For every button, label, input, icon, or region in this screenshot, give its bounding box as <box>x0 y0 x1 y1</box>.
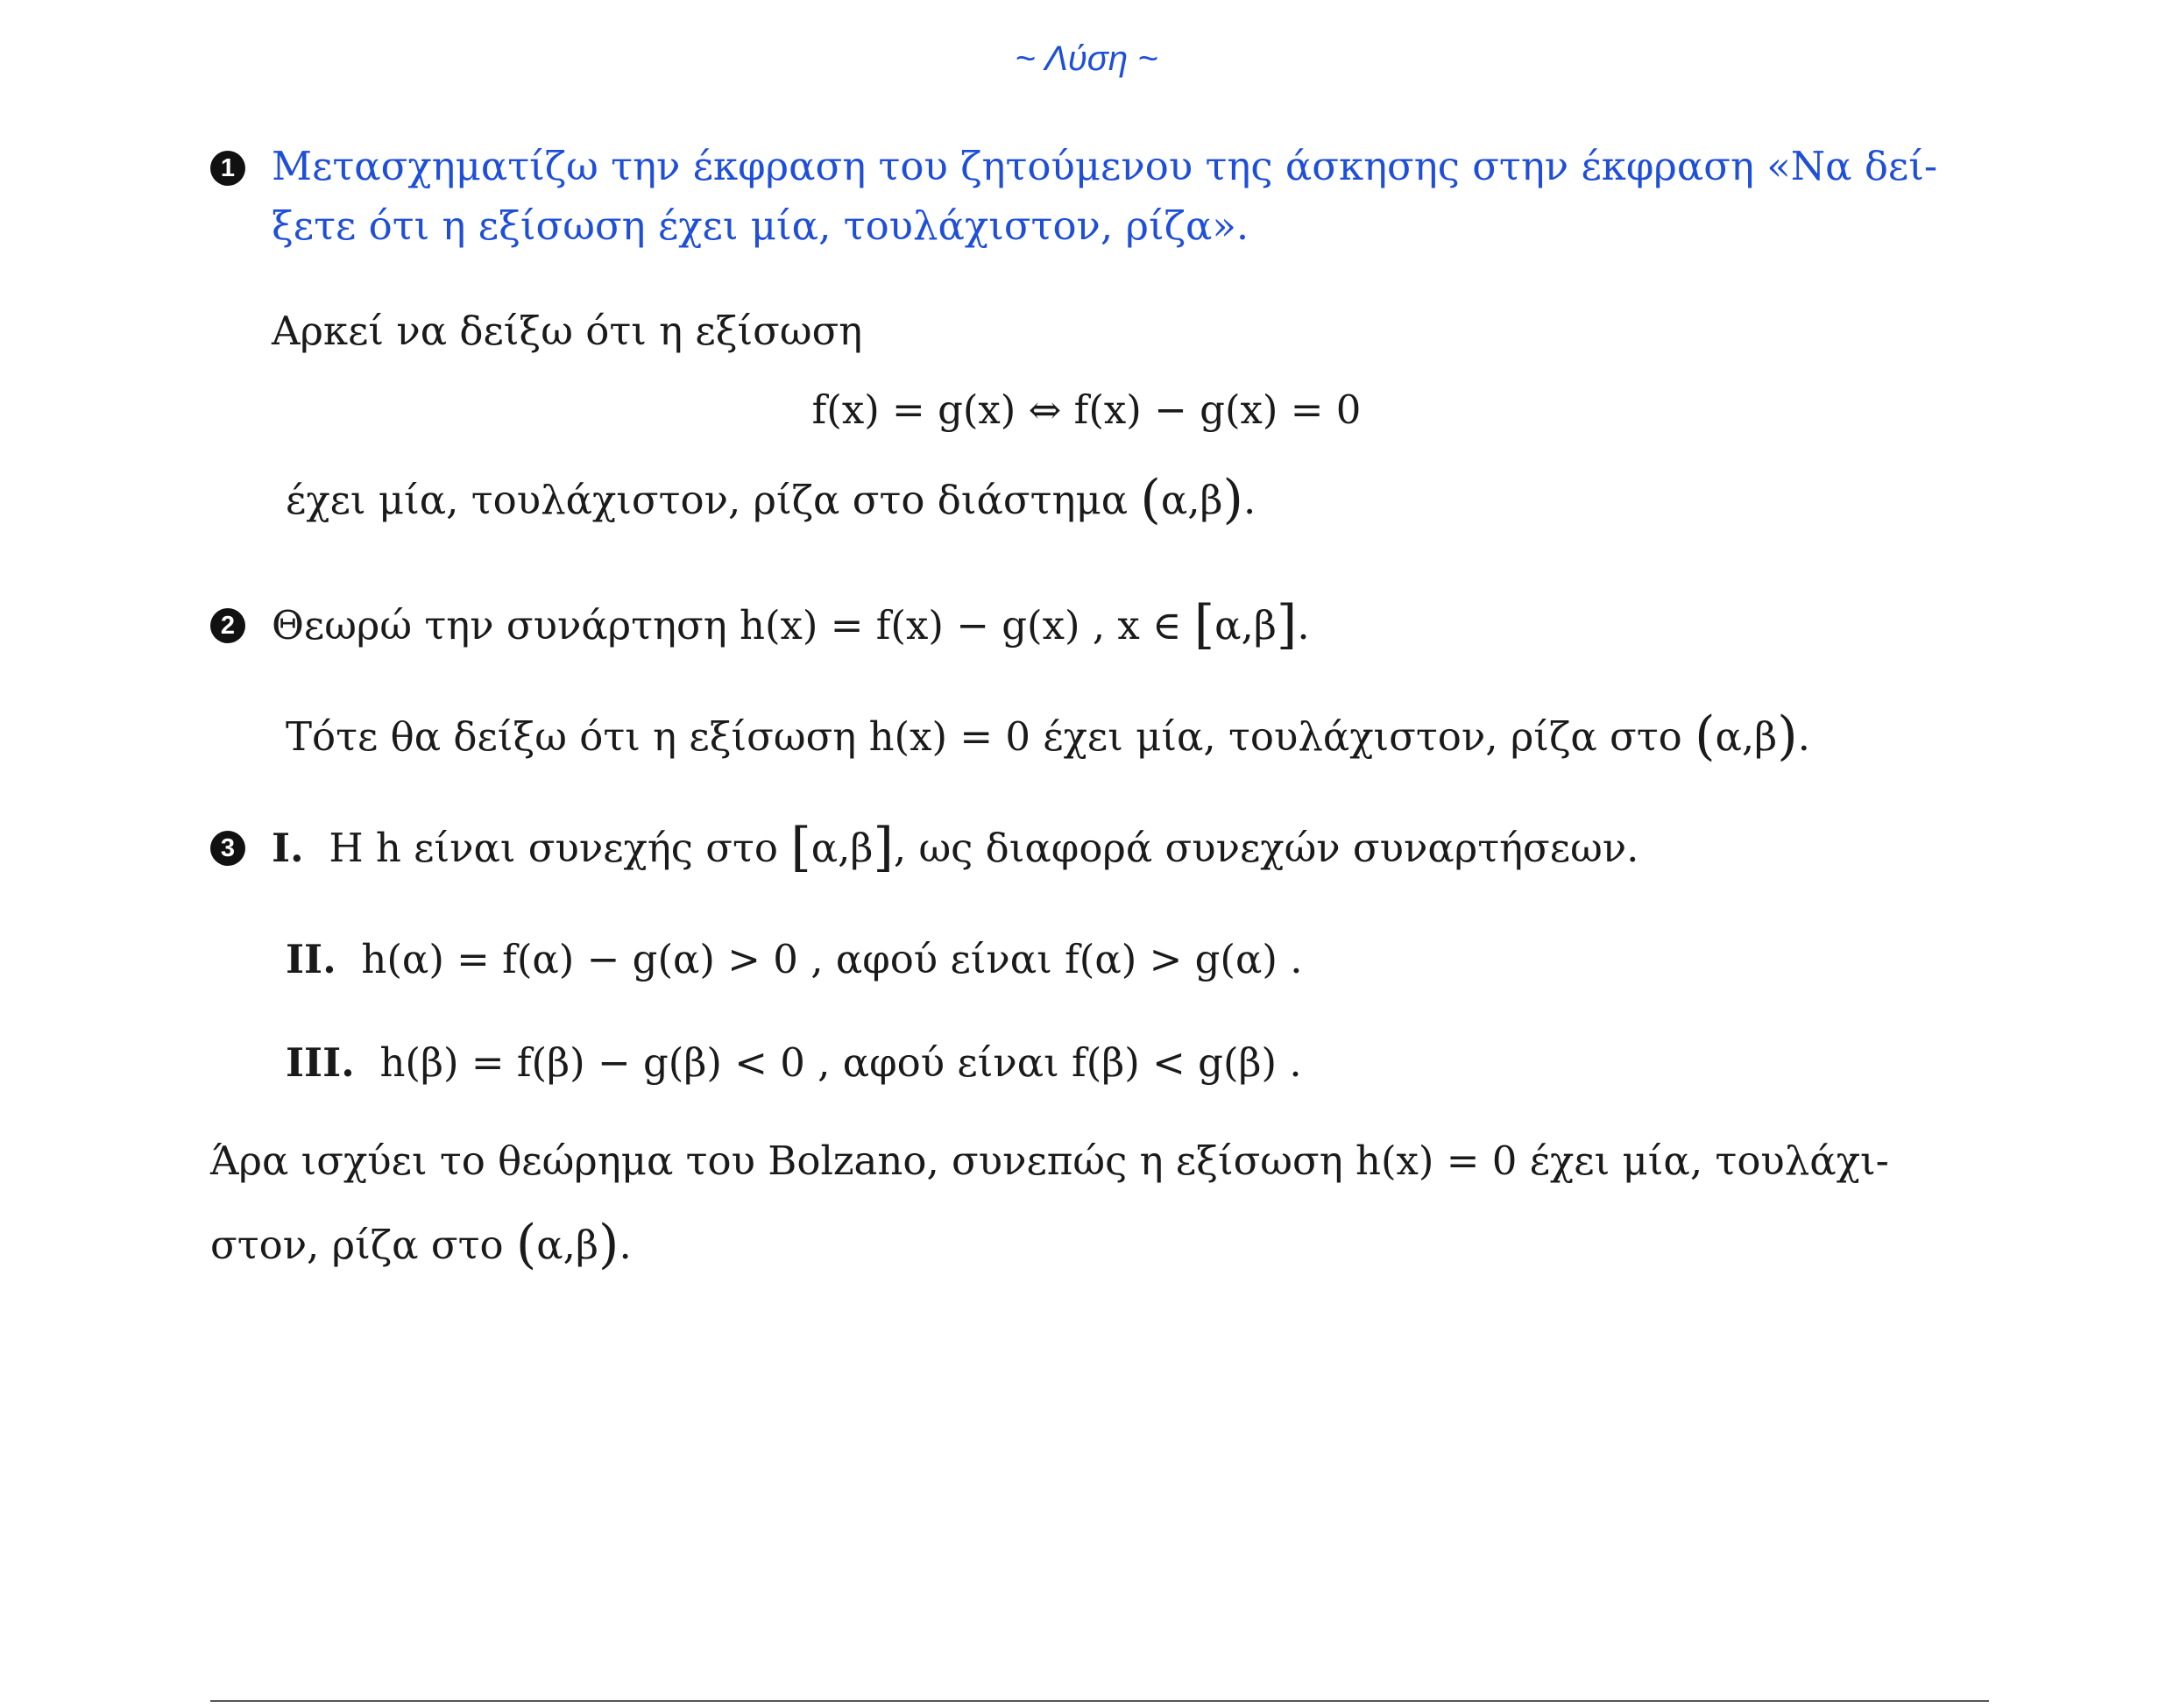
step-1-intro: Αρκεί να δείξω ότι η εξίσωση <box>272 308 863 354</box>
step-1-line-1: Μετασχηματίζω την έκφραση του ζητούμενου της άσκησης στην έκφραση «Να δεί- <box>272 143 1938 189</box>
step-1-interval: α,β <box>1160 477 1223 523</box>
step-2-text-main: Θεωρώ την συνάρτηση h(x) = f(x) − g(x) , x ∈ <box>272 602 1182 648</box>
step-3-item-iii <box>286 1037 1302 1089</box>
close-paren: ) <box>598 1214 619 1275</box>
step-2-then-text: Τότε θα δείξω ότι η εξίσωση h(x) = 0 έχει μία, τουλάχιστον, ρίζα στο <box>286 713 1682 760</box>
step-3-item-ii <box>286 933 1303 986</box>
conclusion-line-2: στον, ρίζα στο (α,β). <box>210 1214 632 1275</box>
close-paren: ) <box>1222 469 1243 530</box>
step-1-after: έχει μία, τουλάχιστον, ρίζα στο διάστημα (α,β). <box>286 469 1256 530</box>
item-ii-label: II. <box>286 936 336 982</box>
item-ii-text: h(α) = f(α) − g(α) > 0 , αφού είναι f(α) > g(α) . <box>361 936 1303 982</box>
step-2-text: Θεωρώ την συνάρτηση h(x) = f(x) − g(x) , x ∈ [α,β]. <box>272 594 1310 656</box>
step-1-bullet-icon: 1 <box>210 151 245 186</box>
open-paren: ( <box>1695 705 1716 767</box>
step-3-item-i <box>272 817 1639 878</box>
conclusion-line-1: Άρα ισχύει το θεώρημα του Bolzano, συνεπώς η εξίσωση h(x) = 0 έχει μία, τουλάχι- <box>210 1137 1889 1184</box>
open-bracket: [ <box>790 817 811 878</box>
item-i-text-b: , ως διαφορά συνεχών συναρτήσεων. <box>893 825 1639 871</box>
item-iii-text: h(β) = f(β) − g(β) < 0 , αφού είναι f(β) < g(β) . <box>379 1039 1302 1086</box>
item-iii-label: III. <box>286 1039 355 1086</box>
close-bracket: ] <box>1276 594 1298 656</box>
close-paren: ) <box>1777 705 1798 767</box>
step-3-bullet-icon: 3 <box>210 831 245 866</box>
footer-divider <box>210 1700 1989 1702</box>
solution-title: ~ Λύση ~ <box>1015 39 1158 78</box>
step-1-line-2: ξετε ότι η εξίσωση έχει μία, τουλάχιστον, ρίζα». <box>272 202 1249 249</box>
step-2-then-interval: α,β <box>1715 713 1778 760</box>
step-2-interval: α,β <box>1214 602 1277 648</box>
item-i-label: I. <box>272 825 304 871</box>
open-paren: ( <box>1140 469 1161 530</box>
step-2-bullet-icon: 2 <box>210 608 245 643</box>
step-1-equation: f(x) = g(x) ⇔ f(x) − g(x) = 0 <box>811 386 1362 433</box>
close-bracket: ] <box>873 817 894 878</box>
open-bracket: [ <box>1193 594 1215 656</box>
step-2-then: Τότε θα δείξω ότι η εξίσωση h(x) = 0 έχει μία, τουλάχιστον, ρίζα στο (α,β). <box>286 705 1810 767</box>
item-i-text-a: Η h είναι συνεχής στο <box>329 825 778 871</box>
conclusion-interval: α,β <box>536 1222 599 1268</box>
conclusion-line-2-text: στον, ρίζα στο <box>210 1222 504 1268</box>
item-i-interval: α,β <box>810 825 874 871</box>
open-paren: ( <box>515 1214 537 1275</box>
step-1-after-text: έχει μία, τουλάχιστον, ρίζα στο διάστημα <box>286 477 1129 523</box>
